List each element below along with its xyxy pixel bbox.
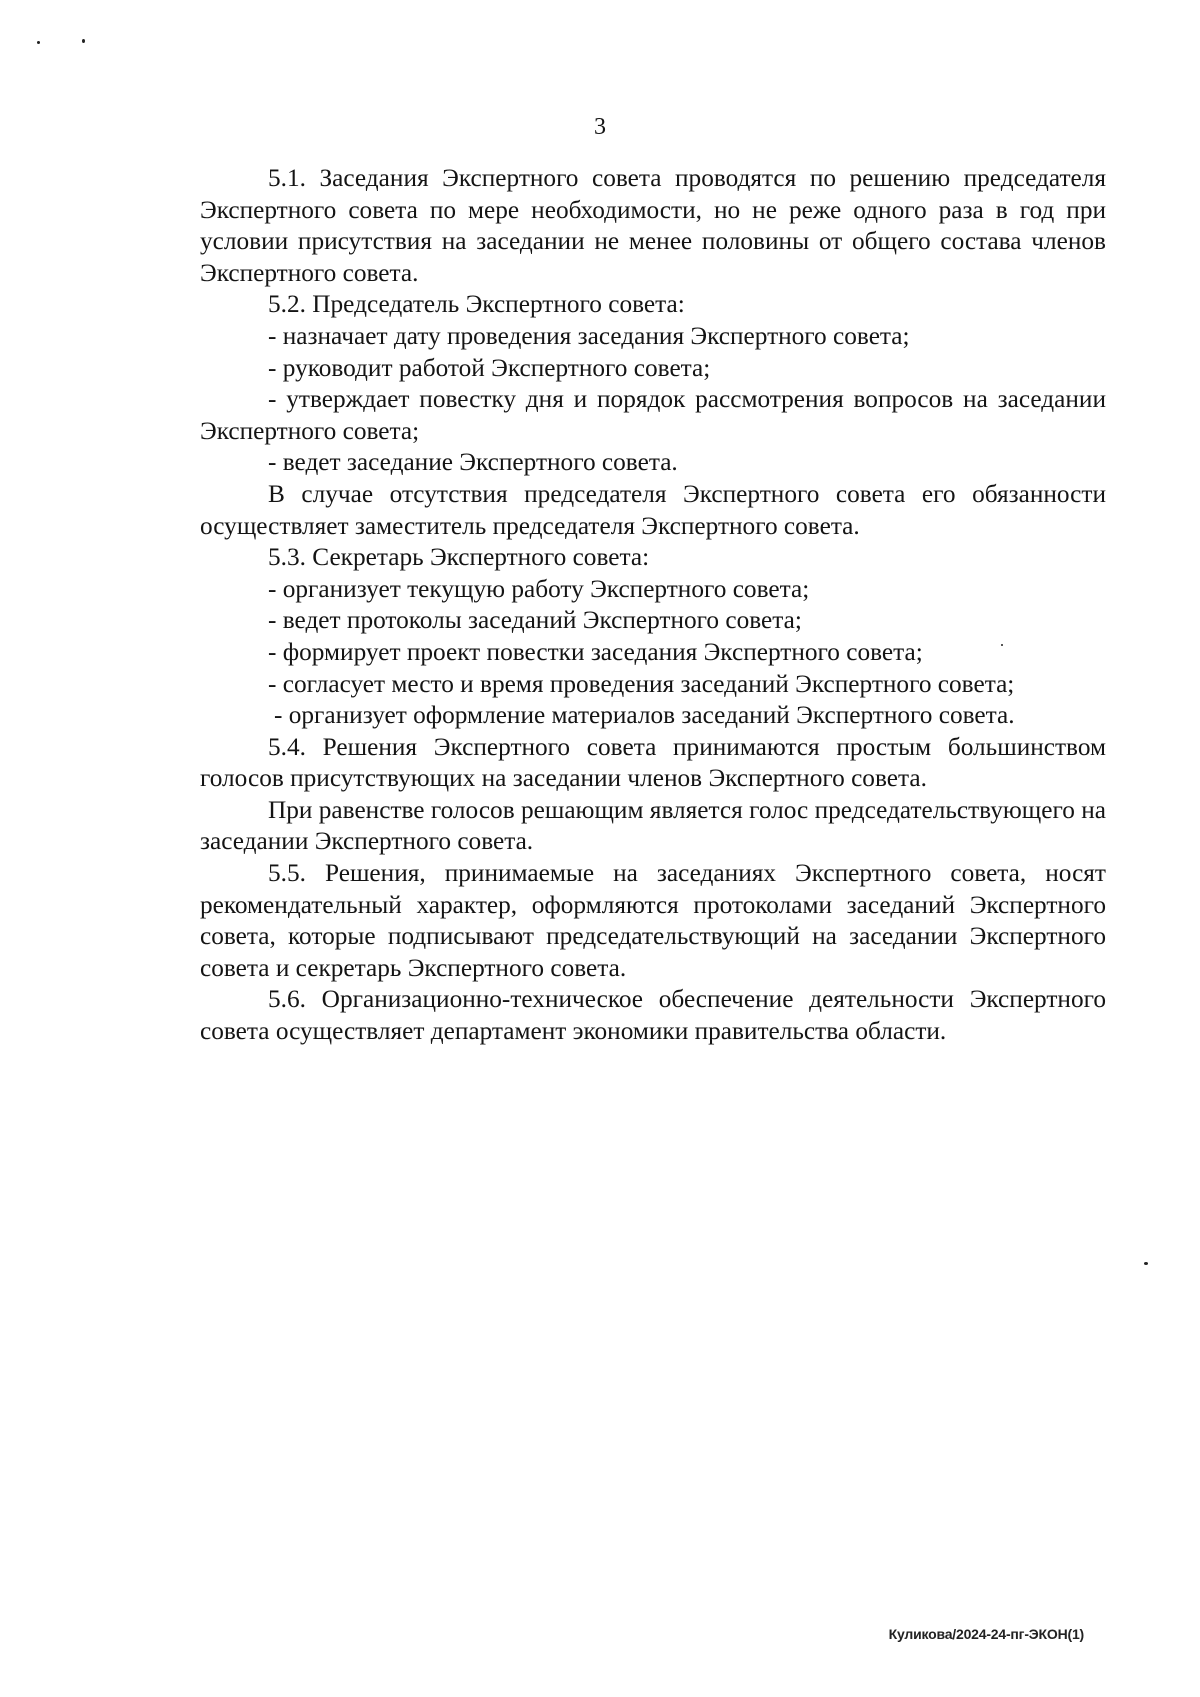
list-item: - ведет заседание Экспертного совета.	[268, 448, 678, 477]
paragraph: 5.1. Заседания Экспертного совета проводятся по решению председателя Экспертного совета по мере необходимости, но не реже одного раза в год при условии присутствия на заседании не менее половины от общего состава членов Экспертного совета.	[200, 164, 1106, 287]
document-code: Куликова/2024-24-пг-ЭКОН(1)	[888, 1626, 1084, 1642]
scan-speck-right	[1144, 1262, 1148, 1265]
list-item: - руководит работой Экспертного совета;	[268, 353, 711, 382]
list-item: - организует текущую работу Экспертного совета;	[268, 574, 810, 603]
list-item: - утверждает повестку дня и порядок рассмотрения вопросов на заседании Экспертного совета;	[200, 385, 1106, 445]
list-item: - организует оформление материалов заседаний Экспертного совета.	[274, 701, 1015, 730]
page-number: 3	[594, 114, 606, 140]
paragraph: 5.4. Решения Экспертного совета принимаются простым большинством голосов присутствующих на заседании членов Экспертного совета.	[200, 732, 1106, 793]
paragraph: 5.3. Секретарь Экспертного совета:	[268, 543, 650, 572]
list-item: - ведет протоколы заседаний Экспертного совета;	[268, 606, 802, 635]
list-item: - назначает дату проведения заседания Экспертного совета;	[268, 321, 910, 350]
paragraph: 5.5. Решения, принимаемые на заседаниях Экспертного совета, носят рекомендательный характер, оформляются протоколами заседаний Экспертного совета, которые подписывают председательствующий на заседании Экспертного совета и секретарь Экспертного совета.	[200, 859, 1106, 982]
scan-speck-left	[37, 41, 40, 44]
paragraph: В случае отсутствия председателя Экспертного совета его обязанности осуществляет заместитель председателя Экспертного совета.	[200, 479, 1106, 540]
scan-speck-left-2	[82, 39, 85, 43]
list-item: - формирует проект повестки заседания Экспертного совета;	[268, 637, 923, 666]
paragraph: 5.6. Организационно-техническое обеспечение деятельности Экспертного совета осуществляет департамент экономики правительства области.	[200, 985, 1106, 1046]
document-body	[200, 163, 1106, 1048]
paragraph: При равенстве голосов решающим является голос председательствующего на заседании Экспертного совета.	[200, 795, 1106, 856]
list-item: - согласует место и время проведения заседаний Экспертного совета;	[268, 669, 1015, 698]
paragraph: 5.2. Председатель Экспертного совета:	[268, 290, 685, 319]
